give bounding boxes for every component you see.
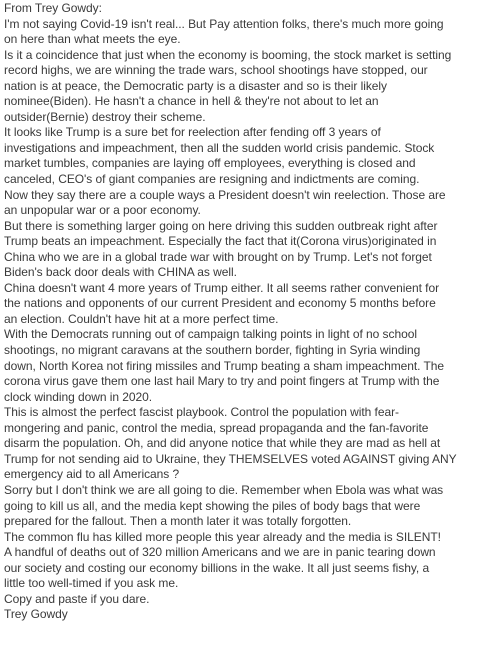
post-line: investigations and impeachment, then all the sudden world crisis pandemic. Stock	[4, 140, 435, 155]
post-line: an unpopular war or a poor economy.	[4, 203, 201, 218]
post-line: our society and costing our economy billions in the wake. It all just seems fishy, a	[4, 560, 430, 575]
post-line: the nations and opponents of our current President and economy 5 months before	[4, 296, 436, 311]
post-line: going to kill us all, and the media kept showing the piles of body bags that were	[4, 498, 421, 513]
post-line: mongering and panic, control the media, spread propaganda and the fan-favorite	[4, 420, 429, 435]
post-line: China who we are in a global trade war with brought on by Trump. Let's not forget	[4, 249, 432, 264]
post-line: an election. Couldn't have hit at a more perfect time.	[4, 311, 279, 326]
post-line: down, North Korea not firing missiles and Trump beating a sham impeachment. The	[4, 358, 445, 373]
post-line: nation is at peace, the Democratic party is a disaster and so is their likely	[4, 78, 387, 93]
post-line: on here than what meets the eye.	[4, 32, 181, 47]
post-line: Is it a coincidence that just when the economy is booming, the stock market is setting	[4, 47, 452, 62]
post-line: From Trey Gowdy:	[4, 1, 102, 15]
post-line: emergency aid to all Americans ?	[4, 467, 180, 482]
post-line: Sorry but I don't think we are all going to die. Remember when Ebola was what was	[4, 482, 444, 497]
post-line: I'm not saying Covid-19 isn't real... But Pay attention folks, there's much more going	[4, 16, 444, 31]
post-line: shootings, no migrant caravans at the southern border, fighting in Syria winding	[4, 343, 421, 358]
post-line: A handful of deaths out of 320 million Americans and we are in panic tearing down	[4, 545, 436, 560]
post-line: little too well-timed if you ask me.	[4, 576, 179, 591]
post-line: Trump beats an impeachment. Especially the fact that it(Corona virus)originated in	[4, 234, 437, 249]
post-line: canceled, CEO's of giant companies are resigning and indictments are coming.	[4, 172, 420, 187]
post-line: Trey Gowdy	[4, 607, 68, 622]
post-line: clock winding down in 2020.	[4, 389, 153, 404]
post-line: Trump for not sending aid to Ukraine, they THEMSELVES voted AGAINST giving ANY	[4, 451, 457, 466]
post-line: It looks like Trump is a sure bet for reelection after fending off 3 years of	[4, 125, 381, 140]
post-line: Now they say there are a couple ways a President doesn't win reelection. Those are	[4, 187, 446, 202]
post-line: corona virus gave them one last hail Mary to try and point fingers at Trump with the	[4, 374, 440, 389]
post-line: market tumbles, companies are laying off employees, everything is closed and	[4, 156, 416, 171]
post-line: With the Democrats running out of campaign talking points in light of no school	[4, 327, 417, 342]
post-line: But there is something larger going on here driving this sudden outbreak right after	[4, 218, 438, 233]
post-line: record highs, we are winning the trade wars, school shootings have stopped, our	[4, 63, 428, 78]
post-line: Copy and paste if you dare.	[4, 591, 150, 606]
post-line: disarm the population. Oh, and did anyone notice that while they are mad as hell at	[4, 436, 441, 451]
post-line: Biden's back door deals with CHINA as well.	[4, 265, 237, 280]
post-line: prepared for the fallout. Then a month later it was totally forgotten.	[4, 514, 352, 529]
post-line: This is almost the perfect fascist playbook. Control the population with fear-	[4, 405, 399, 420]
post-line: China doesn't want 4 more years of Trump either. It all seems rather convenient for	[4, 280, 440, 295]
post-line: The common flu has killed more people this year already and the media is SILENT!	[4, 529, 441, 544]
post-line: nominee(Biden). He hasn't a chance in hell & they're not about to let an	[4, 94, 379, 109]
post-line: outsider(Bernie) destroy their scheme.	[4, 109, 206, 124]
